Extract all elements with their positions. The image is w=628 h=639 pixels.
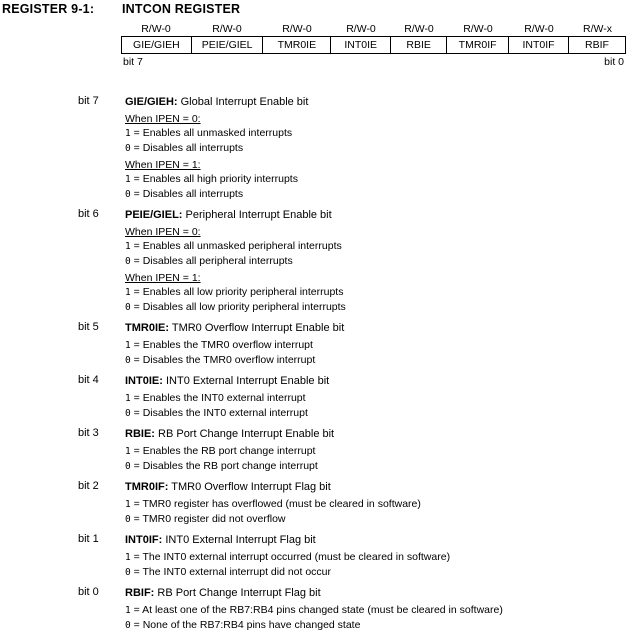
register-number: REGISTER 9-1: (2, 2, 95, 16)
bit-heading (125, 480, 628, 494)
value-line (125, 300, 628, 315)
access-cell: R/W-0 (463, 23, 493, 35)
bit-number: bit 4 (78, 374, 99, 386)
bit-field-description: INT0 External Interrupt Enable bit (165, 375, 330, 387)
condition-group (125, 271, 628, 315)
access-cell: R/W-0 (212, 23, 242, 35)
bit-heading (125, 427, 628, 441)
bit-value: 1 (125, 287, 131, 298)
value-line (125, 550, 628, 565)
bit-field-name: INT0IE: (125, 375, 163, 387)
bit-heading (125, 374, 628, 388)
bit-description (0, 208, 628, 315)
bit-value: 1 (125, 241, 131, 252)
bit-field-description: Global Interrupt Enable bit (180, 96, 309, 108)
field-cell: RBIE (391, 37, 447, 53)
bit-range-labels (121, 56, 626, 68)
bit-number: bit 1 (78, 533, 99, 545)
value-line (125, 512, 628, 527)
value-line (125, 172, 628, 187)
bit-field-name: TMR0IF: (125, 481, 169, 493)
bit-number: bit 0 (78, 586, 99, 598)
value-meaning: = Enables all low priority peripheral interrupts (133, 286, 344, 298)
bit-value: 0 (125, 620, 131, 631)
value-meaning: = Enables the INT0 external interrupt (133, 392, 306, 404)
access-cell: R/W-0 (346, 23, 376, 35)
value-meaning: = Disables all peripheral interrupts (133, 255, 293, 267)
bit-value: 0 (125, 567, 131, 578)
condition-group (125, 444, 628, 474)
bit-number: bit 5 (78, 321, 99, 333)
bit-field-name: TMR0IE: (125, 322, 169, 334)
bit-field-name: PEIE/GIEL: (125, 209, 183, 221)
condition-group (125, 112, 628, 156)
bit-value: 1 (125, 499, 131, 510)
bit-descriptions (0, 95, 628, 639)
field-cell: RBIF (585, 39, 609, 51)
value-line (125, 497, 628, 512)
value-line (125, 391, 628, 406)
bit-value: 0 (125, 461, 131, 472)
value-meaning: = The INT0 external interrupt did not occur (133, 566, 332, 578)
lsb-label: bit 0 (604, 56, 624, 68)
value-line (125, 285, 628, 300)
bit-value: 1 (125, 552, 131, 563)
bit-value: 0 (125, 514, 131, 525)
bit-value: 0 (125, 143, 131, 154)
value-meaning: = Enables the RB port change interrupt (133, 445, 316, 457)
register-bit-table (121, 22, 626, 68)
condition-group (125, 497, 628, 527)
value-meaning: = Enables the TMR0 overflow interrupt (133, 339, 313, 351)
bit-heading (125, 533, 628, 547)
bit-field-description: Peripheral Interrupt Enable bit (185, 209, 332, 221)
bit-body (125, 321, 628, 368)
bit-heading (125, 586, 628, 600)
msb-label: bit 7 (123, 56, 143, 68)
condition-group (125, 391, 628, 421)
bit-body (125, 427, 628, 474)
access-row (121, 22, 626, 36)
register-name: INTCON REGISTER (122, 2, 241, 16)
bit-description (0, 427, 628, 474)
condition-group (125, 225, 628, 269)
bit-value: 0 (125, 256, 131, 267)
bit-heading (125, 95, 628, 109)
field-cell: INT0IE (331, 37, 391, 53)
bit-number: bit 3 (78, 427, 99, 439)
bit-value: 1 (125, 340, 131, 351)
access-cell: R/W-0 (141, 23, 171, 35)
bit-field-description: RB Port Change Interrupt Enable bit (158, 428, 335, 440)
value-meaning: = Disables all interrupts (133, 188, 244, 200)
condition-group (125, 338, 628, 368)
field-name-row (121, 36, 626, 54)
bit-description (0, 533, 628, 580)
value-meaning: = Disables all interrupts (133, 142, 244, 154)
value-meaning: = Disables the INT0 external interrupt (133, 407, 308, 419)
bit-body (125, 374, 628, 421)
value-meaning: = Disables the TMR0 overflow interrupt (133, 354, 316, 366)
bit-heading (125, 321, 628, 335)
condition-label: When IPEN = 1: (125, 159, 201, 171)
access-cell: R/W-x (583, 23, 612, 35)
bit-value: 1 (125, 128, 131, 139)
bit-description (0, 586, 628, 633)
field-cell: PEIE/GIEL (192, 37, 264, 53)
field-cell: GIE/GIEH (122, 37, 192, 53)
value-line (125, 603, 628, 618)
value-meaning: = TMR0 register has overflowed (must be cleared in software) (133, 498, 421, 510)
value-line (125, 254, 628, 269)
value-line (125, 459, 628, 474)
field-cell: TMR0IF (447, 37, 509, 53)
value-meaning: = TMR0 register did not overflow (133, 513, 286, 525)
value-line (125, 187, 628, 202)
value-meaning: = At least one of the RB7:RB4 pins changed state (must be cleared in software) (133, 604, 503, 616)
bit-field-name: INT0IF: (125, 534, 163, 546)
value-line (125, 565, 628, 580)
access-cell: R/W-0 (282, 23, 312, 35)
bit-number: bit 2 (78, 480, 99, 492)
bit-description (0, 95, 628, 202)
value-line (125, 444, 628, 459)
value-line (125, 239, 628, 254)
condition-group (125, 550, 628, 580)
value-meaning: = Enables all high priority interrupts (133, 173, 298, 185)
value-line (125, 406, 628, 421)
condition-label: When IPEN = 1: (125, 272, 201, 284)
bit-description (0, 374, 628, 421)
access-cell: R/W-0 (524, 23, 554, 35)
value-meaning: = Enables all unmasked interrupts (133, 127, 293, 139)
bit-value: 1 (125, 174, 131, 185)
value-line (125, 618, 628, 633)
bit-body (125, 586, 628, 633)
bit-value: 0 (125, 355, 131, 366)
bit-number: bit 7 (78, 95, 99, 107)
register-title (2, 2, 240, 16)
value-meaning: = None of the RB7:RB4 pins have changed state (133, 619, 361, 631)
value-meaning: = Disables all low priority peripheral interrupts (133, 301, 346, 313)
bit-field-name: RBIF: (125, 587, 155, 599)
bit-value: 0 (125, 302, 131, 313)
bit-field-description: TMR0 Overflow Interrupt Flag bit (171, 481, 331, 493)
bit-value: 1 (125, 446, 131, 457)
bit-field-name: RBIE: (125, 428, 155, 440)
bit-field-description: RB Port Change Interrupt Flag bit (157, 587, 321, 599)
condition-label: When IPEN = 0: (125, 226, 201, 238)
bit-heading (125, 208, 628, 222)
value-line (125, 353, 628, 368)
value-meaning: = Enables all unmasked peripheral interrupts (133, 240, 342, 252)
bit-body (125, 208, 628, 315)
access-cell: R/W-0 (404, 23, 434, 35)
bit-value: 1 (125, 605, 131, 616)
field-cell: TMR0IE (263, 37, 331, 53)
value-meaning: = Disables the RB port change interrupt (133, 460, 318, 472)
bit-body (125, 533, 628, 580)
condition-group (125, 603, 628, 633)
bit-body (125, 95, 628, 202)
field-cell: INT0IF (509, 37, 569, 53)
bit-field-description: INT0 External Interrupt Flag bit (165, 534, 316, 546)
value-meaning: = The INT0 external interrupt occurred (must be cleared in software) (133, 551, 451, 563)
value-line (125, 338, 628, 353)
bit-description (0, 321, 628, 368)
condition-group (125, 158, 628, 202)
bit-value: 1 (125, 393, 131, 404)
bit-body (125, 480, 628, 527)
bit-number: bit 6 (78, 208, 99, 220)
value-line (125, 126, 628, 141)
condition-label: When IPEN = 0: (125, 113, 201, 125)
bit-value: 0 (125, 189, 131, 200)
bit-field-name: GIE/GIEH: (125, 96, 178, 108)
bit-value: 0 (125, 408, 131, 419)
bit-description (0, 480, 628, 527)
bit-field-description: TMR0 Overflow Interrupt Enable bit (171, 322, 345, 334)
value-line (125, 141, 628, 156)
